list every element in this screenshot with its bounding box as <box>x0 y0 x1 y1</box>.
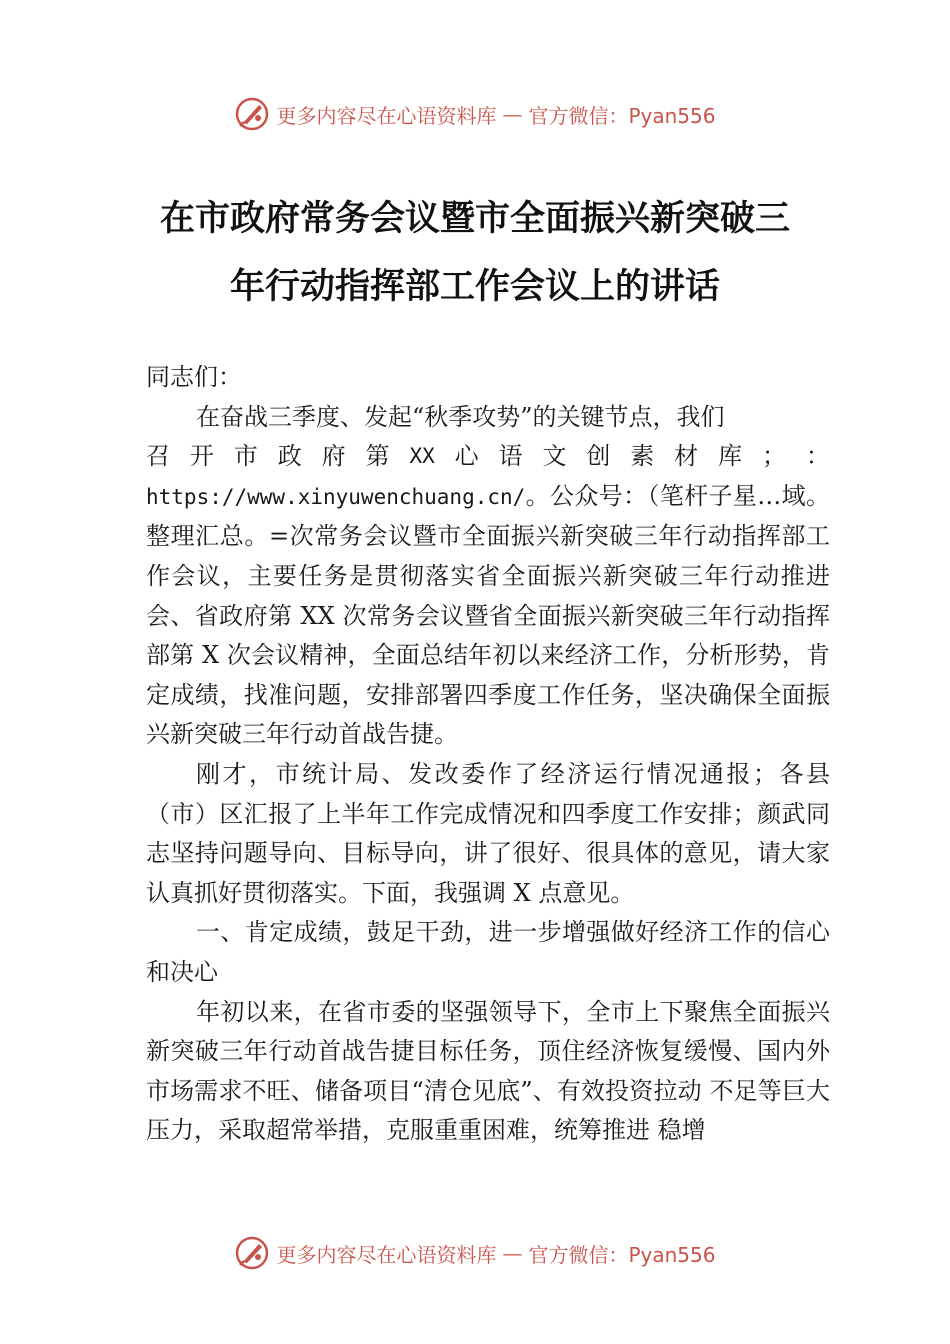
header-banner <box>0 94 950 134</box>
spaced-char: 材 <box>674 442 699 471</box>
paragraph-1-line-1: 在奋战三季度、发起“秋季攻势”的关键节点，我们 <box>196 402 725 431</box>
spaced-char: ： <box>805 442 830 471</box>
banner-wechat: 官方微信：Pyan556 <box>528 1242 716 1267</box>
spaced-char: 语 <box>498 442 523 471</box>
banner-separator: — <box>502 1241 523 1265</box>
spaced-char: 库 <box>718 442 743 471</box>
spaced-char: 创 <box>586 442 611 471</box>
spaced-char: XX <box>409 444 435 469</box>
paragraph-1-rest: …域。整理汇总。=次常务会议暨市全面振兴新突破三年行动指挥部工作会议，主要任务是贯彻落实省全面振兴新突破三年行动推进会、省政府第 XX 次常务会议暨省全面振兴新突破三年行动指挥部第 X 次会议精神，全面总结年初以来经济工作，分析形势，肯定成绩，找准问题，安排部署四季度工作任务，坚决确保全面振兴新突破三年行动首战告捷。 <box>146 481 831 749</box>
banner-text: 更多内容尽在心语资料库 <box>276 1242 497 1267</box>
footer-banner <box>0 1233 950 1273</box>
spaced-char: 文 <box>542 442 567 471</box>
spaced-char: 素 <box>630 442 655 471</box>
title-line-2: 年行动指挥部工作会议上的讲话 <box>229 266 720 307</box>
banner-wechat: 官方微信：Pyan556 <box>528 103 716 128</box>
spaced-char: 开 <box>189 442 214 471</box>
title-line-1: 在市政府常务会议暨市全面振兴新突破三 <box>159 198 790 239</box>
salutation: 同志们： <box>146 363 242 391</box>
spaced-char: 市 <box>233 442 258 471</box>
paragraph-1-spaced-line <box>146 437 830 477</box>
quill-pen-logo-icon <box>234 96 270 132</box>
document-body <box>146 358 830 1151</box>
spaced-char: 召 <box>146 442 170 471</box>
spaced-char: ； <box>761 442 786 471</box>
spaced-char: 政 <box>277 442 302 471</box>
spaced-char: 府 <box>321 442 346 471</box>
spaced-char: 心 <box>454 442 479 471</box>
paragraph-2: 刚才，市统计局、发改委作了经济运行情况通报；各县（市）区汇报了上半年工作完成情况和四季度工作安排；颜武同志坚持问题导向、目标导向，讲了很好、很具体的意见，请大家认真抓好贯彻落实。下面，我强调 X 点意见。 <box>146 759 830 907</box>
banner-text: 更多内容尽在心语资料库 <box>276 103 497 128</box>
section-heading-1: 一、肯定成绩，鼓足干劲，进一步增强做好经济工作的信心和决心 <box>146 918 830 986</box>
banner-separator: — <box>502 102 523 126</box>
spaced-char: 第 <box>365 442 390 471</box>
paragraph-1-line-3-rest: 。公众号：（笔杆子星 <box>525 481 758 510</box>
paragraph-3: 年初以来，在省市委的坚强领导下，全市上下聚焦全面振兴新突破三年行动首战告捷目标任务，顶住经济恢复缓慢、国内外市场需求不旺、储备项目“清仓见底”、有效投资拉动 不足等巨大压力，采取超常举措，克服重重困难，统筹推进 稳增 <box>146 997 830 1145</box>
quill-pen-logo-icon <box>234 1235 270 1271</box>
paragraph-1-continued <box>146 477 830 755</box>
document-title <box>0 185 950 321</box>
website-url: https://www.xinyuwenchuang.cn/ <box>146 484 526 509</box>
